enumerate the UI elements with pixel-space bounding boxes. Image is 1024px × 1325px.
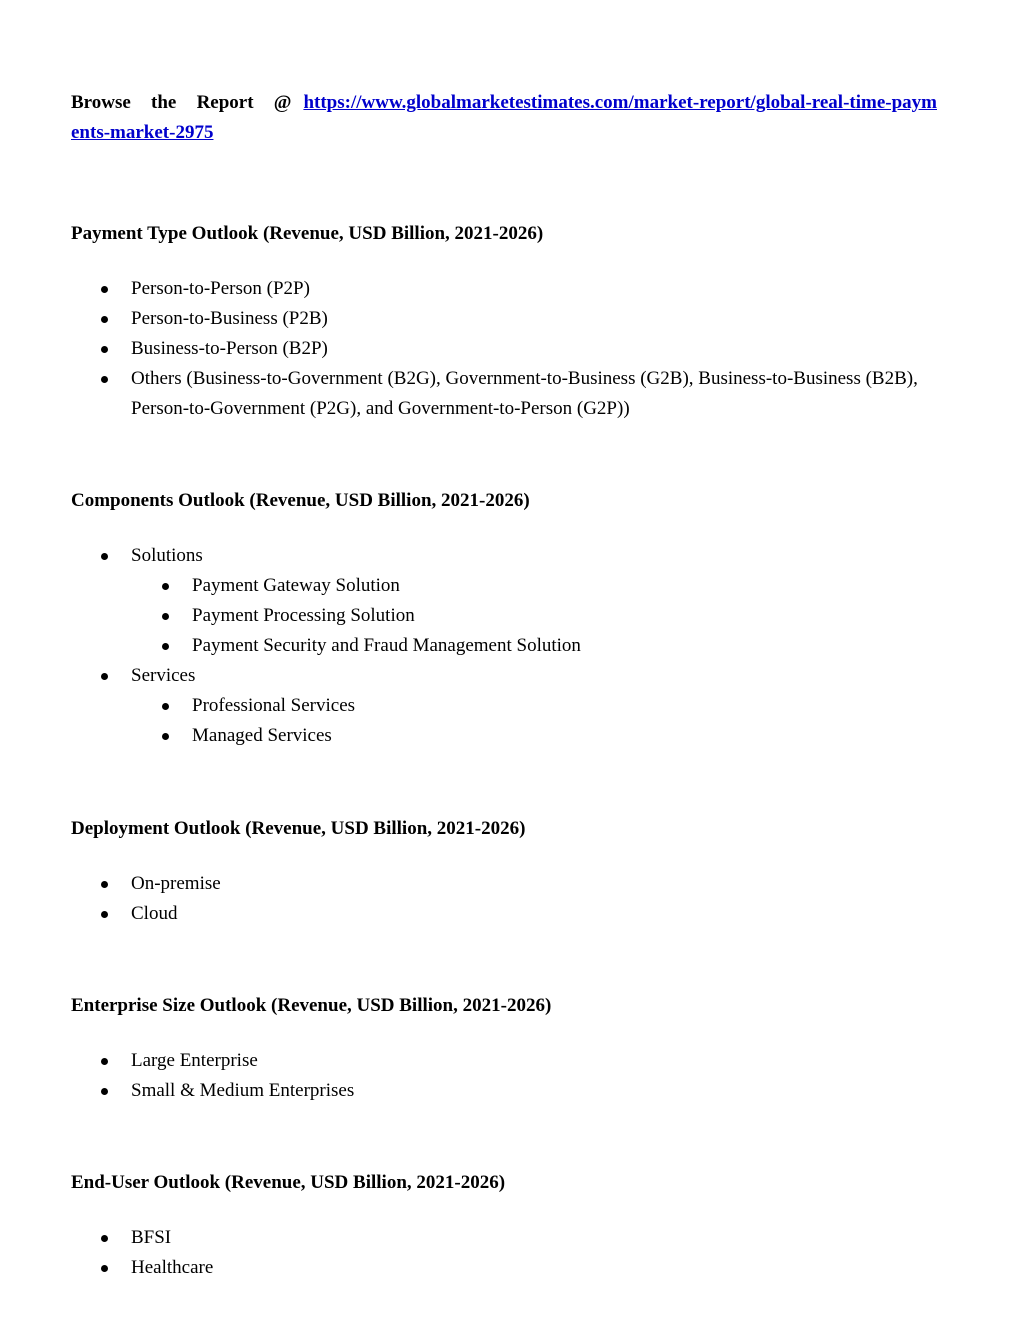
list-item-text: Person-to-Person (P2P) — [131, 278, 310, 299]
section-enterprise-size — [71, 993, 937, 1106]
bullet-icon — [101, 316, 108, 323]
bullet-icon — [162, 733, 169, 740]
list-item — [71, 1046, 937, 1076]
list-item — [71, 721, 937, 751]
list-item — [71, 601, 937, 631]
section-components — [71, 488, 937, 751]
section-list — [71, 869, 937, 929]
list-item-text: Others (Business-to-Government (B2G), Government-to-Business (G2B), Business-to-Business (B2B), Person-to-Government (P2G), and Government-to-Person (G2P)) — [131, 368, 918, 419]
section-list — [71, 541, 937, 751]
list-item — [71, 869, 937, 899]
bullet-icon — [101, 911, 108, 918]
list-item-text: Managed Services — [192, 725, 332, 746]
list-item — [71, 364, 937, 424]
section-list — [71, 1046, 937, 1106]
list-item — [71, 304, 937, 334]
list-item-text: Services — [131, 665, 196, 686]
list-item-text: Small & Medium Enterprises — [131, 1080, 355, 1101]
list-item — [71, 661, 937, 691]
list-item-text: Payment Gateway Solution — [192, 575, 400, 596]
list-item — [71, 571, 937, 601]
section-end-user — [71, 1170, 937, 1283]
document-page — [71, 88, 937, 1278]
browse-report-line — [71, 88, 937, 148]
section-heading: End-User Outlook (Revenue, USD Billion, 2021-2026) — [71, 1172, 506, 1193]
list-item-text: On-premise — [131, 873, 221, 894]
bullet-icon — [162, 703, 169, 710]
list-item-text: Payment Processing Solution — [192, 605, 415, 626]
section-heading: Deployment Outlook (Revenue, USD Billion, 2021-2026) — [71, 818, 526, 839]
list-item — [71, 1253, 937, 1283]
list-item-text: Person-to-Business (P2B) — [131, 308, 328, 329]
section-deployment — [71, 816, 937, 929]
section-list — [71, 1223, 937, 1283]
section-heading: Enterprise Size Outlook (Revenue, USD Billion, 2021-2026) — [71, 995, 552, 1016]
browse-report-label: Browse the Report @ — [71, 92, 292, 113]
bullet-icon — [101, 346, 108, 353]
list-item — [71, 899, 937, 929]
bullet-icon — [101, 1058, 108, 1065]
list-item — [71, 274, 937, 304]
list-item-text: Solutions — [131, 545, 203, 566]
section-payment-type — [71, 221, 937, 424]
list-item — [71, 334, 937, 364]
bullet-icon — [101, 376, 108, 383]
list-item — [71, 541, 937, 571]
bullet-icon — [101, 1088, 108, 1095]
list-item-text: BFSI — [131, 1227, 172, 1248]
bullet-icon — [101, 881, 108, 888]
list-item-text: Professional Services — [192, 695, 356, 716]
list-item-text: Business-to-Person (B2P) — [131, 338, 328, 359]
section-list — [71, 274, 937, 424]
list-item — [71, 1223, 937, 1253]
bullet-icon — [162, 583, 169, 590]
bullet-icon — [101, 673, 108, 680]
list-item-text: Large Enterprise — [131, 1050, 258, 1071]
list-item-text: Payment Security and Fraud Management Solution — [192, 635, 581, 656]
section-heading: Payment Type Outlook (Revenue, USD Billion, 2021-2026) — [71, 223, 544, 244]
list-item — [71, 691, 937, 721]
list-item — [71, 1076, 937, 1106]
list-item — [71, 631, 937, 661]
bullet-icon — [162, 613, 169, 620]
report-link[interactable]: https://www.globalmarketestimates.com/market-report/global-real-time-payments-market-2975 — [71, 92, 937, 143]
bullet-icon — [162, 643, 169, 650]
section-heading: Components Outlook (Revenue, USD Billion, 2021-2026) — [71, 490, 530, 511]
bullet-icon — [101, 553, 108, 560]
bullet-icon — [101, 1235, 108, 1242]
list-item-text: Healthcare — [131, 1257, 214, 1278]
bullet-icon — [101, 1265, 108, 1272]
list-item-text: Cloud — [131, 903, 178, 924]
bullet-icon — [101, 286, 108, 293]
